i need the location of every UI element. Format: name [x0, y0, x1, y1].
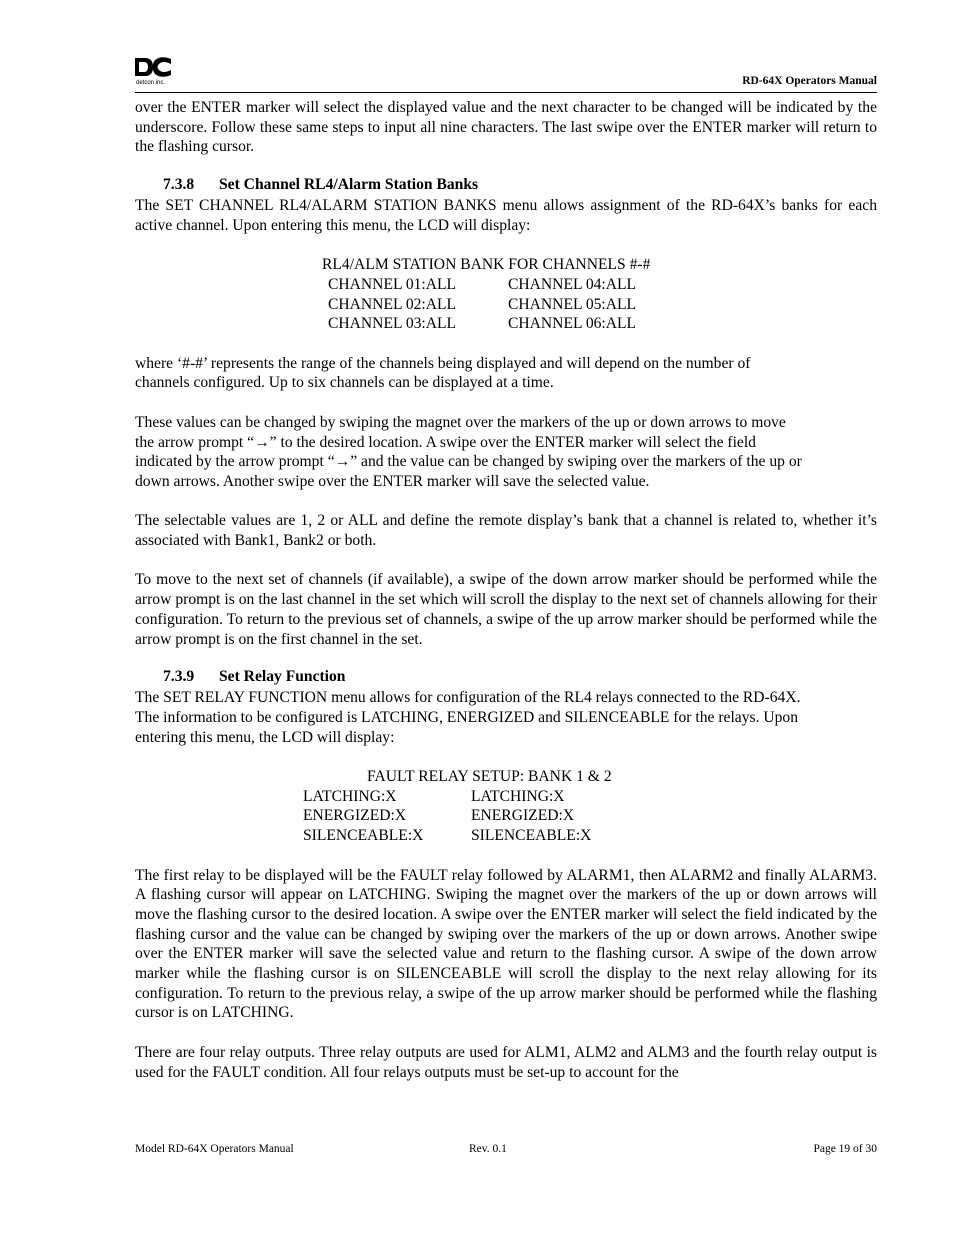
- lcd-cell: CHANNEL 05:ALL: [508, 295, 637, 313]
- lcd-row: [135, 275, 877, 295]
- lcd-cell: SILENCEABLE:X: [303, 827, 424, 845]
- paragraph-line: down arrows. Another swipe over the ENTER marker will save the selected value.: [135, 472, 650, 490]
- lcd-cell: LATCHING:X: [471, 787, 565, 805]
- lcd-display-banks: [135, 255, 877, 334]
- lcd-cell: LATCHING:X: [303, 787, 397, 805]
- detcon-logo: [135, 56, 175, 86]
- paragraph-line: The SET RELAY FUNCTION menu allows for configuration of the RL4 relays connected to the RD-64X.: [135, 689, 801, 707]
- section-title: Set Channel RL4/Alarm Station Banks: [219, 176, 479, 194]
- section-heading-7-3-8: [163, 175, 877, 195]
- paragraph-line: the arrow prompt “→” to the desired location. A swipe over the ENTER marker will select the field: [135, 433, 756, 451]
- footer-left: Model RD-64X Operators Manual: [135, 1143, 294, 1155]
- lcd-display-relay: [135, 767, 877, 846]
- header-title: RD-64X Operators Manual: [742, 75, 877, 87]
- lcd-title: FAULT RELAY SETUP: BANK 1 & 2: [367, 768, 612, 785]
- paragraph: The SET CHANNEL RL4/ALARM STATION BANKS menu allows assignment of the RD-64X’s banks for each active channel. Upon entering this menu, the LCD will display:: [135, 197, 877, 234]
- paragraph: The first relay to be displayed will be the FAULT relay followed by ALARM1, then ALARM2 and finally ALARM3. A flashing cursor will appear on LATCHING. Swiping the magnet over the markers of the up or down arrows will move the flashing cursor to the desired location. A swipe over the ENTER marker will select the field indicated by the flashing cursor and the value can be changed by swiping over the markers of the up or down arrows. Another swipe over the ENTER marker will save the selected value and return to the flashing cursor. A swipe of the down arrow marker while the flashing cursor is on SILENCEABLE will scroll the display to the next relay allowing for its configuration. To return to the previous relay, a swipe of the up arrow marker should be performed while the flashing cursor is on LATCHING.: [135, 866, 877, 1022]
- lcd-row: [135, 826, 877, 846]
- paragraph-line: The information to be configured is LATCHING, ENERGIZED and SILENCEABLE for the relays. Upon: [135, 708, 799, 726]
- section-heading-7-3-9: [163, 667, 877, 687]
- section-title: Set Relay Function: [219, 668, 346, 686]
- lcd-row: [135, 787, 877, 807]
- paragraph-line: channels configured. Up to six channels can be displayed at a time.: [135, 374, 554, 392]
- section-number: 7.3.9: [163, 668, 195, 686]
- intro-paragraph: over the ENTER marker will select the displayed value and the next character to be changed will be indicated by the underscore. Follow these same steps to input all nine characters. The last swipe over the ENTER marker will return to the flashing cursor.: [135, 99, 877, 156]
- lcd-cell: CHANNEL 06:ALL: [508, 315, 637, 333]
- paragraph: There are four relay outputs. Three relay outputs are used for ALM1, ALM2 and ALM3 and the fourth relay output is used for the FAULT condition. All four relays outputs must be set-up to account for the: [135, 1043, 877, 1081]
- paragraph: The selectable values are 1, 2 or ALL and define the remote display’s bank that a channel is related to, whether it’s associated with Bank1, Bank2 or both.: [135, 512, 877, 549]
- lcd-title: RL4/ALM STATION BANK FOR CHANNELS #-#: [322, 256, 651, 274]
- footer-center: Rev. 0.1: [469, 1143, 507, 1155]
- lcd-cell: CHANNEL 03:ALL: [328, 315, 457, 333]
- page-body: [135, 98, 877, 1082]
- paragraph-line: where ‘#-#’ represents the range of the channels being displayed and will depend on the number of: [135, 354, 751, 372]
- footer-right: Page 19 of 30: [813, 1143, 877, 1155]
- lcd-cell: CHANNEL 02:ALL: [328, 295, 457, 313]
- lcd-cell: ENERGIZED:X: [471, 807, 575, 825]
- lcd-row: [135, 295, 877, 315]
- lcd-cell: CHANNEL 01:ALL: [328, 275, 457, 293]
- section-number: 7.3.8: [163, 176, 195, 194]
- lcd-cell: ENERGIZED:X: [303, 807, 407, 825]
- header-rule: [135, 92, 877, 93]
- paragraph-line: These values can be changed by swiping the magnet over the markers of the up or down arrows to move: [135, 413, 786, 431]
- paragraph-line: indicated by the arrow prompt “→” and the value can be changed by swiping over the markers of the up or: [135, 453, 802, 471]
- logo-text: detcon inc.: [136, 80, 166, 86]
- lcd-cell: CHANNEL 04:ALL: [508, 275, 637, 293]
- paragraph-line: entering this menu, the LCD will display:: [135, 728, 395, 746]
- lcd-row: [135, 314, 877, 334]
- paragraph: To move to the next set of channels (if available), a swipe of the down arrow marker should be performed while the arrow prompt is on the last channel in the set which will scroll the display to the next set of channels allowing for their configuration. To return to the previous set of channels, a swipe of the up arrow marker should be performed while the arrow prompt is on the first channel in the set.: [135, 571, 877, 648]
- lcd-row: [135, 806, 877, 826]
- lcd-cell: SILENCEABLE:X: [471, 827, 592, 845]
